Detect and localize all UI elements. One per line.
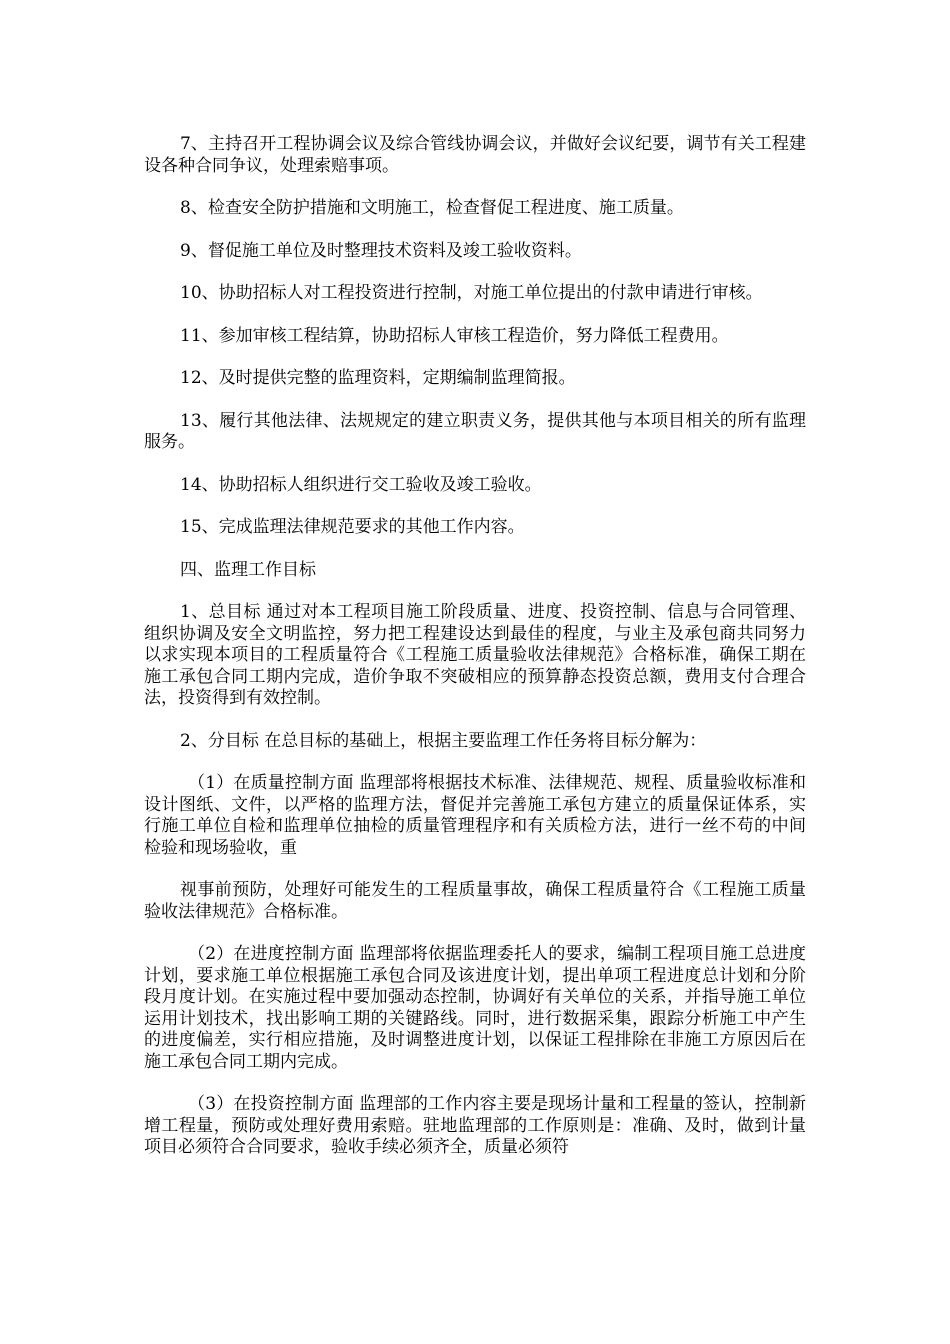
goal-cost-control: （3）在投资控制方面 监理部的工作内容主要是现场计量和工程量的签认，控制新增工程量，预防或处理好费用索赔。驻地监理部的工作原则是：准确、及时，做到计量项目必须符合合同要求，验收手续必须齐全，质量必须符 <box>144 1094 806 1157</box>
goal-quality-control: （1）在质量控制方面 监理部将根据技术标准、法律规范、规程、质量验收标准和设计图纸、文件，以严格的监理方法，督促并完善施工承包方建立的质量保证体系，实行施工单位自检和监理单位抽检的质量管理程序和有关质检方法，进行一丝不苟的中间检验和现场验收，重 <box>144 773 806 858</box>
duty-item-10: 10、协助招标人对工程投资进行控制，对施工单位提出的付款申请进行审核。 <box>180 283 763 303</box>
goal-overall: 1、总目标 通过对本工程项目施工阶段质量、进度、投资控制、信息与合同管理、组织协调及安全文明监控，努力把工程建设达到最佳的程度，与业主及承包商共同努力以求实现本项目的工程质量符合《工程施工质量验收法律规范》合格标准，确保工期在施工承包合同工期内完成，造价争取不突破相应的预算静态投资总额，费用支付合理合法，投资得到有效控制。 <box>144 602 806 708</box>
duty-item-13: 13、履行其他法律、法规规定的建立职责义务，提供其他与本项目相关的所有监理服务。 <box>144 410 806 452</box>
duty-item-9: 9、督促施工单位及时整理技术资料及竣工验收资料。 <box>180 240 582 261</box>
goal-sub: 2、分目标 在总目标的基础上，根据主要监理工作任务将目标分解为： <box>180 730 707 751</box>
section-heading-goals: 四、监理工作目标 <box>180 559 316 580</box>
goal-quality-control-continued: 视事前预防，处理好可能发生的工程质量事故，确保工程质量符合《工程施工质量验收法律规范》合格标准。 <box>144 880 806 922</box>
duty-item-11: 11、参加审核工程结算，协助招标人审核工程造价，努力降低工程费用。 <box>180 325 729 346</box>
document-body <box>144 134 806 1180</box>
duty-item-12: 12、及时提供完整的监理资料，定期编制监理简报。 <box>180 368 576 388</box>
duty-item-14: 14、协助招标人组织进行交工验收及竣工验收。 <box>180 474 542 495</box>
duty-item-7: 7、主持召开工程协调会议及综合管线协调会议，并做好会议纪要，调节有关工程建设各种合同争议，处理索赔事项。 <box>144 134 806 176</box>
goal-schedule-control: （2）在进度控制方面 监理部将依据监理委托人的要求，编制工程项目施工总进度计划，要求施工单位根据施工承包合同及该进度计划，提出单项工程进度总计划和分阶段月度计划。在实施过程中要加强动态控制，协调好有关单位的关系，并指导施工单位运用计划技术，找出影响工期的关键路线。同时，进行数据采集，跟踪分析施工中产生的进度偏差，实行相应措施，及时调整进度计划，以保证工程排除在非施工方原因后在施工承包合同工期内完成。 <box>144 944 806 1072</box>
duty-item-15: 15、完成监理法律规范要求的其他工作内容。 <box>180 517 525 537</box>
duty-item-8: 8、检查安全防护措施和文明施工，检查督促工程进度、施工质量。 <box>180 198 684 218</box>
